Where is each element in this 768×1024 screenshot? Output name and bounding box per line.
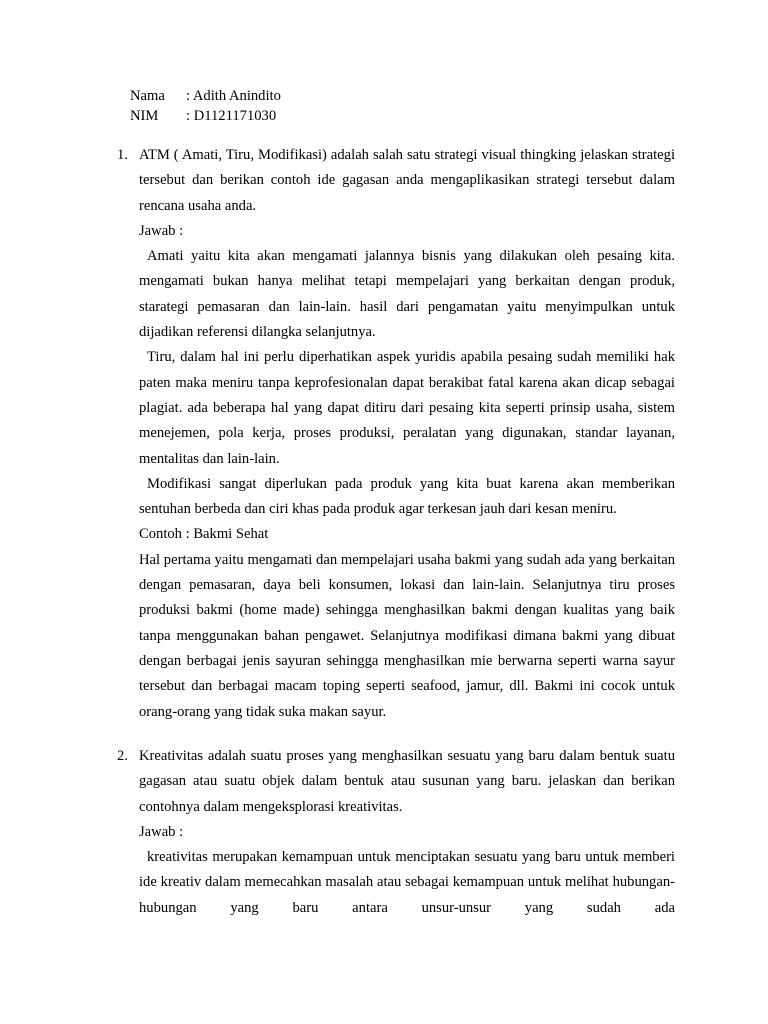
student-info [130,86,281,126]
question-body [139,143,675,725]
question-2 [117,744,675,921]
nim-row [130,106,281,126]
question-prompt: ATM ( Amati, Tiru, Modifikasi) adalah salah satu strategi visual thingking jelaskan strategi tersebut dan berikan contoh ide gagasan anda mengaplikasikan strategi tersebut dalam rencana usaha anda. [139,147,675,214]
example-label: Contoh : Bakmi Sehat [139,526,269,543]
answer-label: Jawab : [139,222,184,239]
name-row [130,86,281,106]
question-prompt: Kreativitas adalah suatu proses yang menghasilkan sesuatu yang baru dalam bentuk suatu gagasan atau suatu objek dalam bentuk atau susunan yang baru. jelaskan dan berikan contohnya dalam mengeksplorasi kreativitas. [139,748,675,815]
nim-value: : D1121171030 [186,108,277,124]
question-body [139,744,675,921]
answer-paragraph-amati: Amati yaitu kita akan mengamati jalannya bisnis yang dilakukan oleh pesaing kita. mengamati bukan hanya melihat tetapi mempelajari yang berkaitan dengan produk, starategi pemasaran dan lain-lain. hasil dari pengamatan yaitu menyimpulkan untuk dijadikan referensi dilangka selanjutnya. [139,248,675,341]
answer-paragraph-kreativitas: kreativitas merupakan kemampuan untuk menciptakan sesuatu yang baru untuk memberi ide kreativ dalam memecahkan masalah atau sebagai kemampuan untuk melihat hubungan-hubungan yang baru antara unsur-unsur yang sudah ada [139,849,675,916]
answer-paragraph-tiru: Tiru, dalam hal ini perlu diperhatikan aspek yuridis apabila pesaing sudah memiliki hak paten maka meniru tanpa keprofesionalan dapat berakibat fatal karena akan dicap sebagai plagiat. ada beberapa hal yang dapat ditiru dari pesaing kita seperti prinsip usaha, sistem menejemen, pola kerja, proses produksi, peralatan yang digunakan, standar layanan, mentalitas dan lain-lain. [139,349,675,467]
name-label: Nama [130,88,165,104]
question-number: 2. [117,748,128,764]
answer-paragraph-modifikasi: Modifikasi sangat diperlukan pada produk yang kita buat karena akan memberikan sentuhan berbeda dan ciri khas pada produk agar terkesan jauh dari kesan meniru. [139,475,675,518]
question-1 [117,143,675,725]
nim-label: NIM [130,108,159,124]
name-value: : Adith Anindito [186,88,281,104]
example-text: Hal pertama yaitu mengamati dan mempelajari usaha bakmi yang sudah ada yang berkaitan dengan pemasaran, daya beli konsumen, lokasi dan lain-lain. Selanjutnya tiru proses produksi bakmi (home made) sehingga menghasilkan bakmi dengan kualitas yang baik tanpa menggunakan bahan pengawet. Selanjutnya modifikasi dimana bakmi yang dibuat dengan berbagai jenis sayuran sehingga menghasilkan mie berwarna seperti warna sayur tersebut dan berbagai macam toping seperti seafood, jamur, dll. Bakmi ini cocok untuk orang-orang yang tidak suka makan sayur. [139,551,675,720]
question-number: 1. [117,147,128,163]
answer-label: Jawab : [139,823,184,840]
